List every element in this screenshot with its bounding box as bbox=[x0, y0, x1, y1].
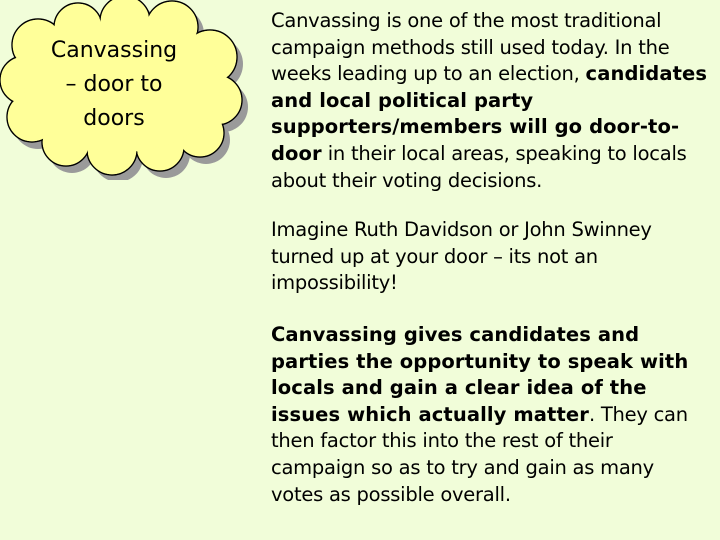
imagine-text: Imagine Ruth Davidson or John Swinney turned up at your door – its not an impossibility! bbox=[271, 218, 652, 295]
body-text bbox=[271, 8, 711, 531]
slide-title: Canvassing – door to doors bbox=[50, 38, 178, 131]
intro-text-end: in their local areas, speaking to locals about their voting decisions. bbox=[271, 141, 687, 192]
benefits-text-end: . They can then factor this into the rest of their campaign so as to try and gain as many votes as possible overall. bbox=[271, 402, 688, 506]
paragraph-benefits bbox=[271, 322, 711, 508]
intro-text-start: Canvassing is one of the most traditional campaign methods still used today. In the weeks leading up to an election, bbox=[271, 9, 670, 86]
paragraph-canvassing-intro bbox=[271, 8, 711, 194]
paragraph-imagine bbox=[271, 217, 711, 297]
intro-text-emphasis: candidates and local political party supporters/members will go door-to-door bbox=[271, 62, 708, 165]
title-cloud bbox=[0, 0, 255, 180]
benefits-text-emphasis: Canvassing gives candidates and parties the opportunity to speak with locals and gain a clear idea of the issues which actually matter bbox=[271, 322, 689, 426]
